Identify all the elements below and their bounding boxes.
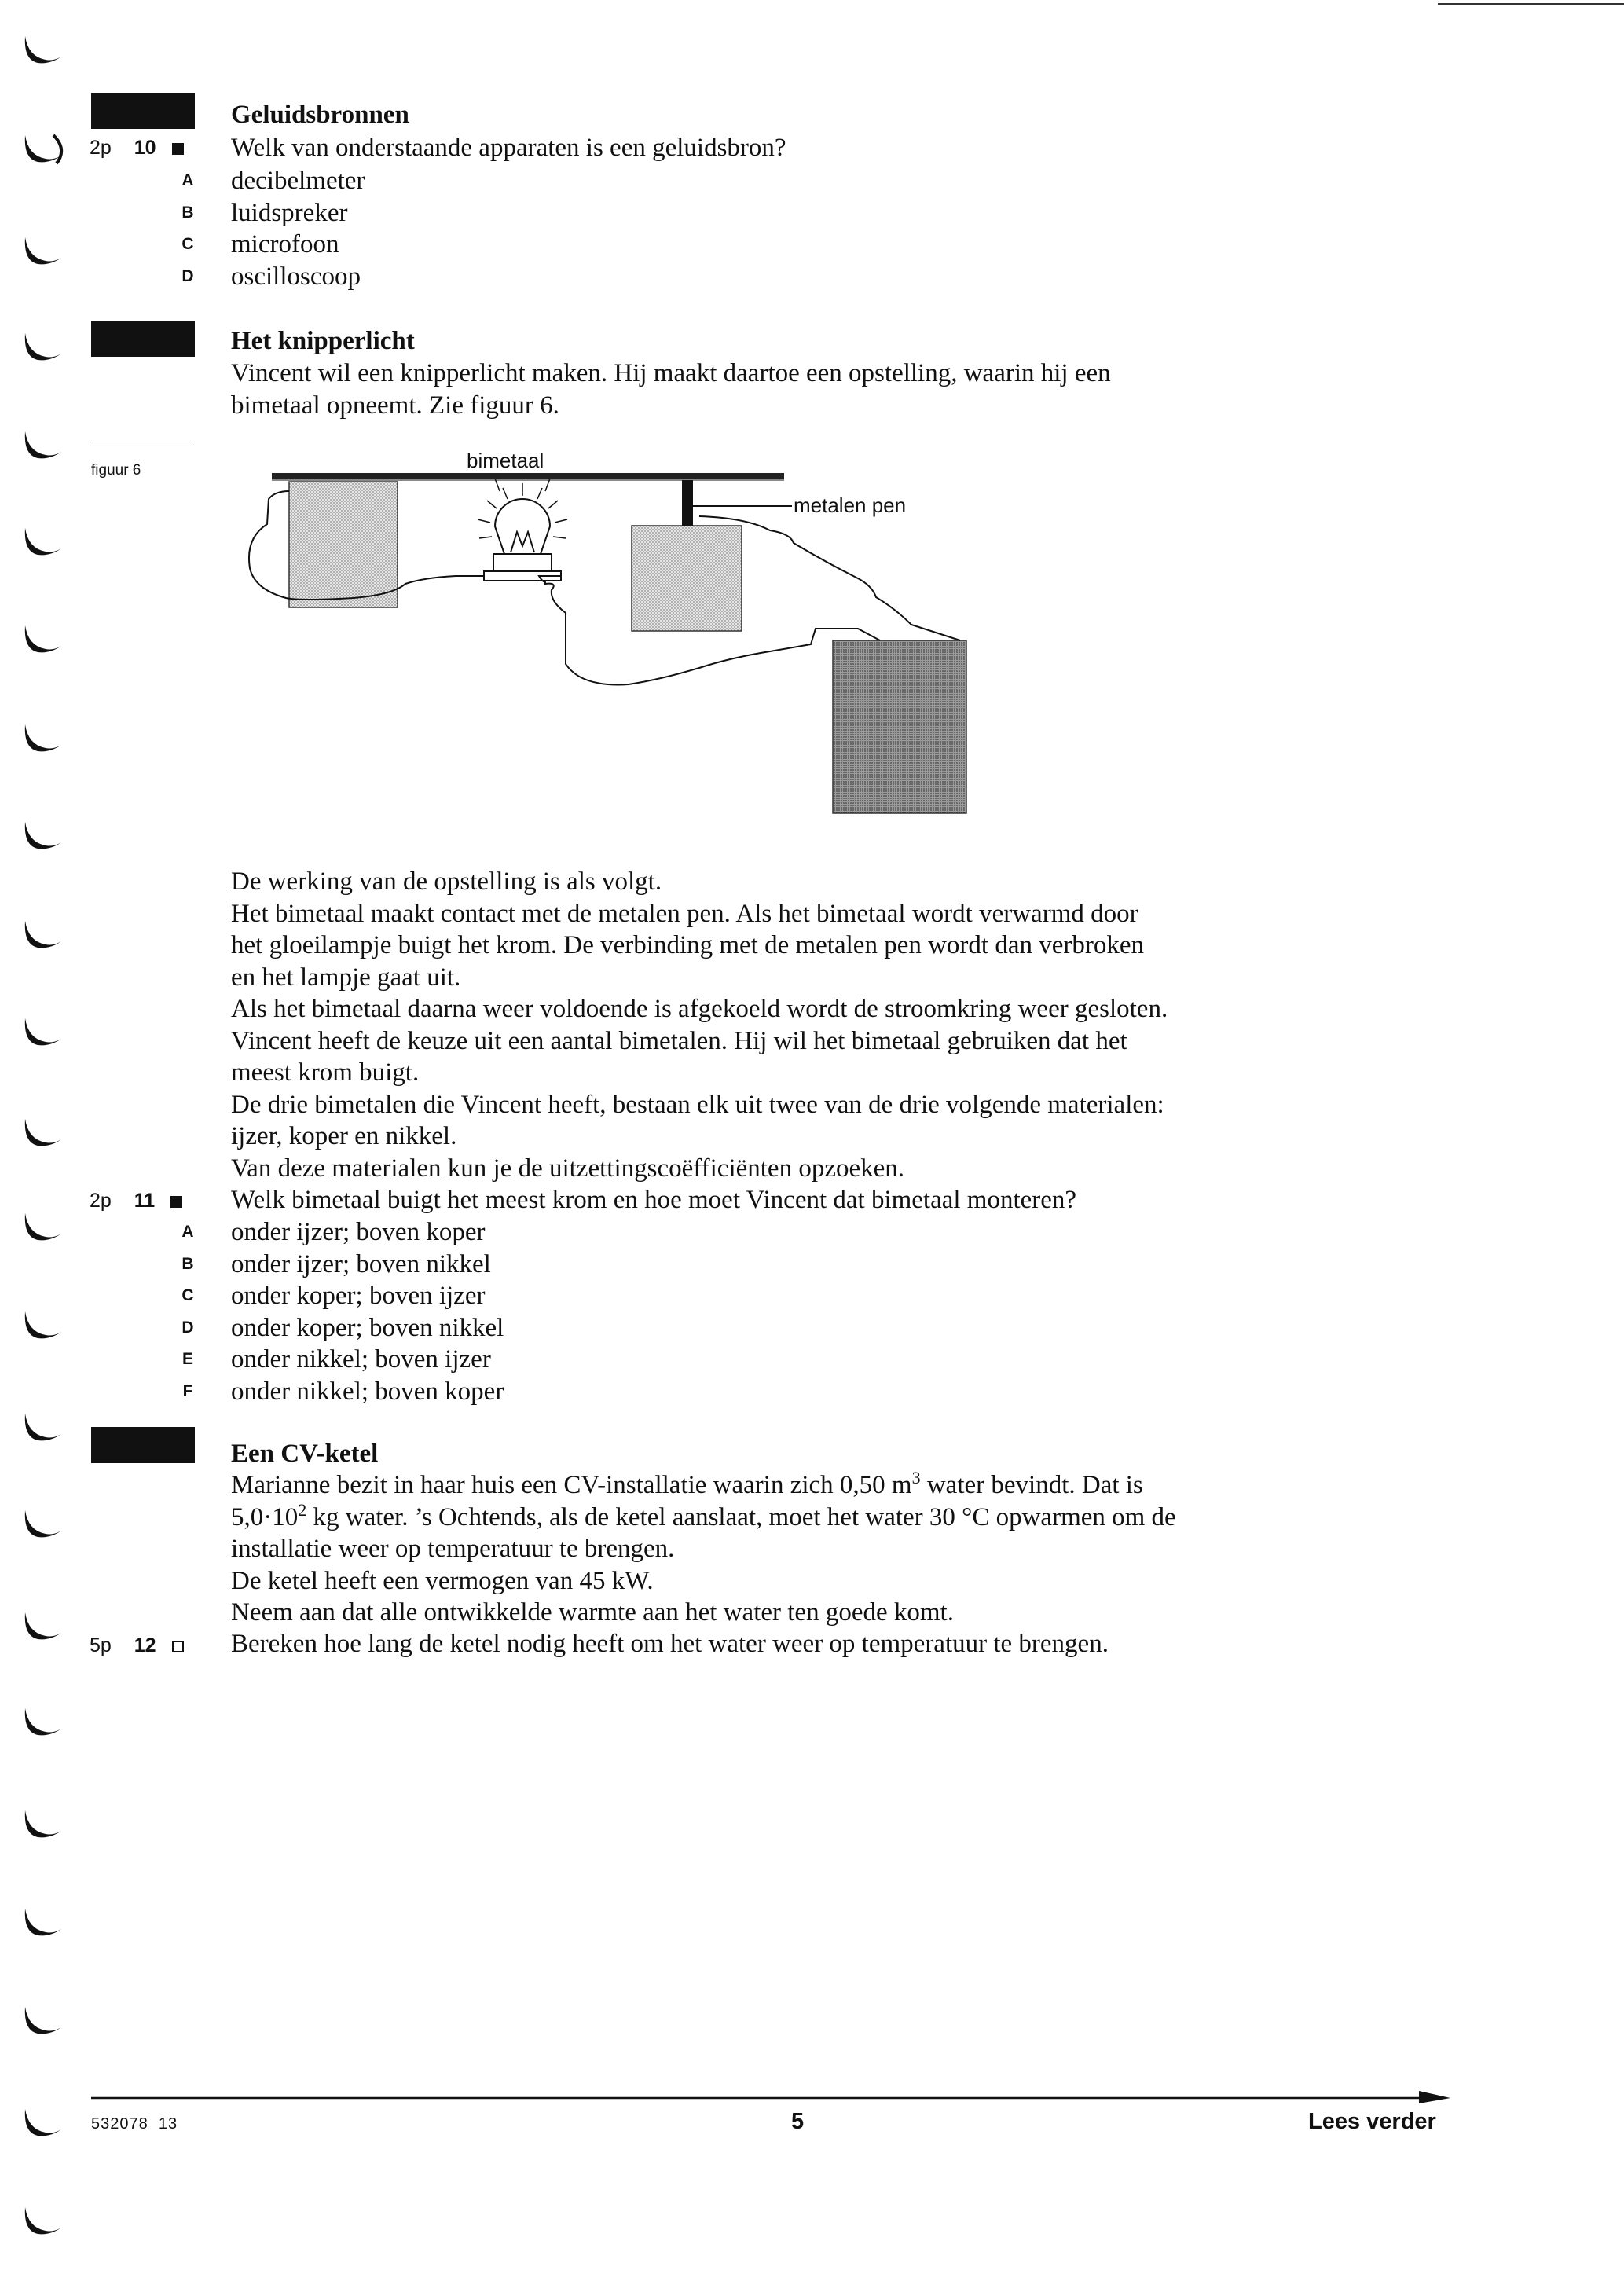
- metal-pen: [682, 480, 693, 526]
- binding-hole-icon: [22, 1807, 64, 1842]
- crop-mark: [1438, 3, 1624, 5]
- option-text: oscilloscoop: [231, 262, 361, 291]
- points-label: 5p: [90, 1634, 112, 1656]
- support-block-left: [289, 482, 398, 607]
- support-block-middle: [632, 526, 742, 631]
- binding-hole-icon: [22, 1308, 64, 1343]
- section-marker: [91, 1427, 195, 1463]
- text-fragment: 5,0·10: [231, 1502, 299, 1531]
- question-text: Bereken hoe lang de ketel nodig heeft om het water weer op temperatuur te brengen.: [231, 1630, 1109, 1658]
- text-line: en het lampje gaat uit.: [231, 963, 461, 992]
- question-number-11: [90, 1190, 207, 1212]
- question-number: 10: [134, 137, 156, 159]
- text-line: Het bimetaal maakt contact met de metalen pen. Als het bimetaal wordt verwarmd door: [231, 899, 1138, 928]
- question-text: Welk van onderstaande apparaten is een geluidsbron?: [231, 134, 786, 162]
- text-line: bimetaal opneemt. Zie figuur 6.: [231, 391, 559, 420]
- metal-pen-label: metalen pen: [794, 493, 907, 517]
- option-text: microfoon: [231, 230, 339, 259]
- binding-hole-icon: [22, 234, 64, 269]
- text-line: installatie weer op temperatuur te brengen.: [231, 1535, 675, 1563]
- binding-hole-icon: [22, 1905, 64, 1940]
- option-text: onder ijzer; boven nikkel: [231, 1249, 491, 1278]
- binding-hole-icon: [22, 622, 64, 657]
- binding-hole-icon: [22, 1210, 64, 1245]
- option-text: decibelmeter: [231, 167, 365, 195]
- figure-6-circuit-diagram: [228, 444, 982, 817]
- section-marker: [91, 93, 195, 129]
- light-bulb-icon: [478, 479, 567, 581]
- text-fragment: kg water. ’s Ochtends, als de ketel aanslaat, moet het water 30 °C opwarmen om de: [306, 1502, 1176, 1531]
- exam-code: 532078 13: [91, 2115, 178, 2133]
- text-line: meest krom buigt.: [231, 1058, 420, 1087]
- multiple-choice-marker-icon: [172, 143, 184, 155]
- bimetal-strip: [272, 473, 784, 480]
- section-title-cv-ketel: Een CV-ketel: [231, 1440, 379, 1468]
- section-title-knipperlicht: Het knipperlicht: [231, 327, 415, 355]
- binding-hole-icon: [22, 33, 64, 68]
- text-fragment: water bevindt. Dat is: [920, 1471, 1143, 1499]
- text-line: Vincent wil een knipperlicht maken. Hij maakt daartoe een opstelling, waarin hij een: [231, 359, 1111, 387]
- footer-arrow-rule: [91, 2086, 1450, 2105]
- multiple-choice-marker-icon: [170, 1196, 182, 1208]
- text-line: Neem aan dat alle ontwikkelde warmte aan het water ten goede komt.: [231, 1598, 954, 1627]
- option-text: onder koper; boven nikkel: [231, 1313, 504, 1342]
- points-label: 2p: [90, 1190, 112, 1212]
- section-marker: [91, 321, 195, 357]
- option-letter: A: [181, 1223, 194, 1241]
- option-letter: B: [181, 1254, 194, 1273]
- text-line: De werking van de opstelling is als volgt.: [231, 867, 662, 896]
- binding-hole-icon: [22, 1507, 64, 1542]
- figure-label: figuur 6: [91, 462, 141, 479]
- option-letter: F: [182, 1381, 193, 1400]
- intro-paragraph: [231, 358, 1111, 421]
- text-line: [231, 1469, 1176, 1502]
- binding-hole-icon: [22, 2106, 64, 2140]
- points-label: 2p: [90, 137, 112, 159]
- option-text: onder ijzer; boven koper: [231, 1218, 486, 1246]
- binding-hole-icon: [22, 1116, 64, 1150]
- question-text: Welk bimetaal buigt het meest krom en hoe moet Vincent dat bimetaal monteren?: [231, 1186, 1077, 1214]
- battery-block: [833, 640, 966, 813]
- question-number: 12: [134, 1634, 156, 1656]
- binding-hole-icon: [22, 1705, 64, 1740]
- text-fragment: Marianne bezit in haar huis een CV-installatie waarin zich 0,50 m: [231, 1471, 912, 1499]
- text-line: het gloeilampje buigt het krom. De verbinding met de metalen pen wordt dan verbroken: [231, 931, 1144, 959]
- option-text: onder nikkel; boven ijzer: [231, 1345, 491, 1374]
- question-number: 11: [134, 1190, 156, 1212]
- option-text: onder nikkel; boven koper: [231, 1377, 504, 1406]
- binding-hole-icon: [22, 819, 64, 853]
- binding-hole-icon: [22, 2004, 64, 2038]
- question-number-10: [90, 137, 207, 160]
- open-question-marker-icon: [172, 1641, 184, 1652]
- text-line: De drie bimetalen die Vincent heeft, bestaan elk uit twee van de drie volgende materialen:: [231, 1090, 1164, 1119]
- option-letter: B: [181, 203, 194, 222]
- option-text: luidspreker: [231, 198, 348, 227]
- binding-hole-icon: [22, 721, 64, 756]
- text-line: [231, 1499, 1176, 1534]
- arrow-right-icon: [1419, 2091, 1450, 2103]
- text-line: Als het bimetaal daarna weer voldoende is afgekoeld wordt de stroomkring weer gesloten.: [231, 995, 1168, 1023]
- binding-hole-icon: [22, 132, 64, 167]
- option-letter: C: [181, 235, 194, 253]
- superscript: 2: [298, 1499, 307, 1520]
- section-title-geluidsbronnen: Geluidsbronnen: [231, 101, 409, 129]
- binding-hole-icon: [22, 918, 64, 952]
- binding-hole-icon: [22, 2204, 64, 2239]
- option-letter: E: [181, 1350, 193, 1368]
- binding-hole-icon: [22, 428, 64, 463]
- bimetal-label: bimetaal: [467, 449, 544, 472]
- body-paragraph: [231, 866, 1168, 1184]
- page-number: 5: [791, 2109, 805, 2134]
- option-letter: D: [181, 266, 194, 285]
- text-line: ijzer, koper en nikkel.: [231, 1122, 457, 1150]
- text-line: De ketel heeft een vermogen van 45 kW.: [231, 1566, 654, 1595]
- option-text: onder koper; boven ijzer: [231, 1282, 486, 1310]
- text-line: Van deze materialen kun je de uitzettingscoëfficiënten opzoeken.: [231, 1154, 905, 1183]
- body-paragraph: [231, 1469, 1176, 1629]
- binding-hole-icon: [22, 1609, 64, 1644]
- binding-hole-icon: [22, 1015, 64, 1050]
- binding-hole-icon: [22, 330, 64, 365]
- lees-verder: Lees verder: [1308, 2109, 1436, 2134]
- superscript: 3: [911, 1468, 921, 1487]
- text-line: Vincent heeft de keuze uit een aantal bimetalen. Hij wil het bimetaal gebruiken dat het: [231, 1026, 1127, 1055]
- option-letter: C: [181, 1286, 194, 1304]
- option-letter: D: [181, 1318, 194, 1337]
- question-number-12: [90, 1634, 207, 1657]
- binding-hole-icon: [22, 1410, 64, 1445]
- binding-hole-icon: [22, 525, 64, 559]
- option-letter: A: [181, 171, 194, 189]
